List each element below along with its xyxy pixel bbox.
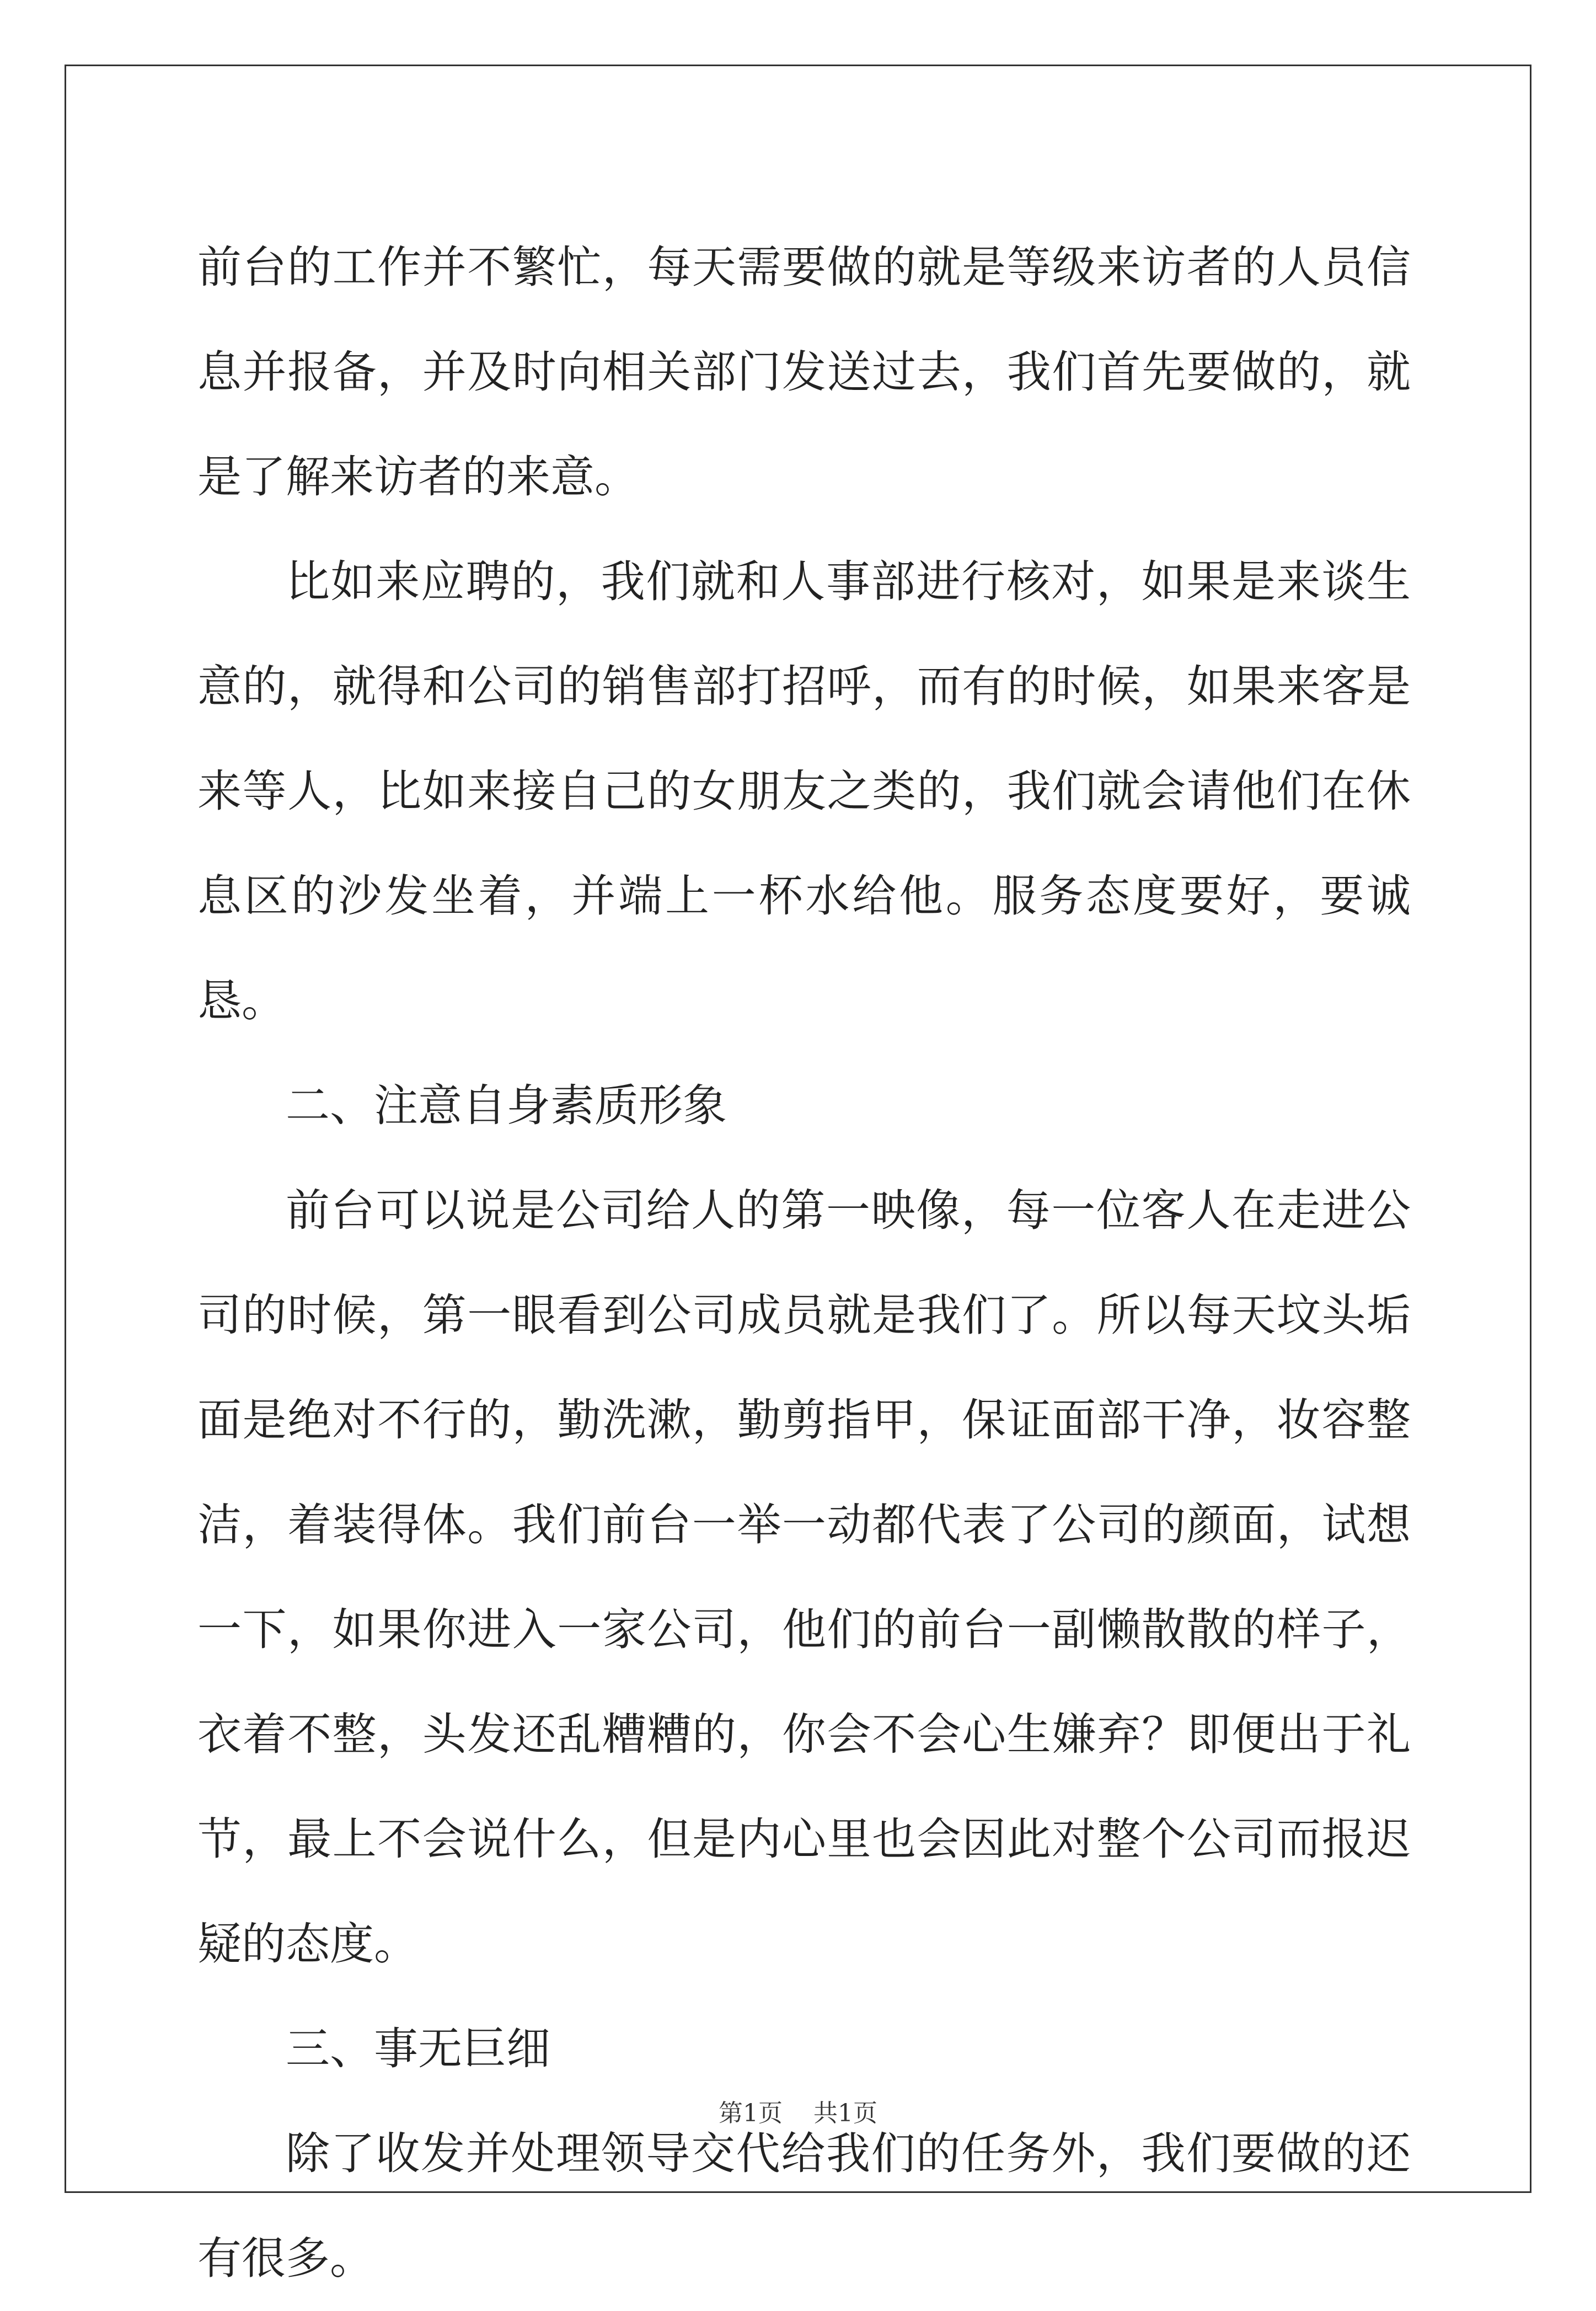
document-body bbox=[197, 215, 1411, 2311]
page-footer: 第1页 共1页 bbox=[719, 2099, 877, 2127]
section-heading: 二、注意自身素质形象 bbox=[286, 1080, 727, 1131]
paragraph: 前台可以说是公司给人的第一映像，每一位客人在走进公司的时候，第一眼看到公司成员就是我们了。所以每天坟头垢面是绝对不行的，勤洗漱，勤剪指甲，保证面部干净，妆容整洁，着装得体。我们前台一举一动都代表了公司的颜面，试想一下，如果你进入一家公司，他们的前台一副懒散散的样子，衣着不整，头发还乱糟糟的，你会不会心生嫌弃？即便出于礼节，最上不会说什么，但是内心里也会因此对整个公司而报迟疑的态度。 bbox=[197, 1185, 1411, 1970]
paragraph: 除了收发并处理领导交代给我们的任务外，我们要做的还有很多。 bbox=[197, 2128, 1411, 2284]
paragraph: 前台的工作并不繁忙，每天需要做的就是等级来访者的人员信息并报备，并及时向相关部门发送过去，我们首先要做的，就是了解来访者的来意。 bbox=[197, 242, 1411, 502]
section-heading: 三、事无巨细 bbox=[286, 2023, 550, 2074]
paragraph: 比如来应聘的，我们就和人事部进行核对，如果是来谈生意的，就得和公司的销售部打招呼，而有的时候，如果来客是来等人，比如来接自己的女朋友之类的，我们就会请他们在休息区的沙发坐着，并端上一杯水给他。服务态度要好，要诚恳。 bbox=[197, 556, 1411, 1026]
